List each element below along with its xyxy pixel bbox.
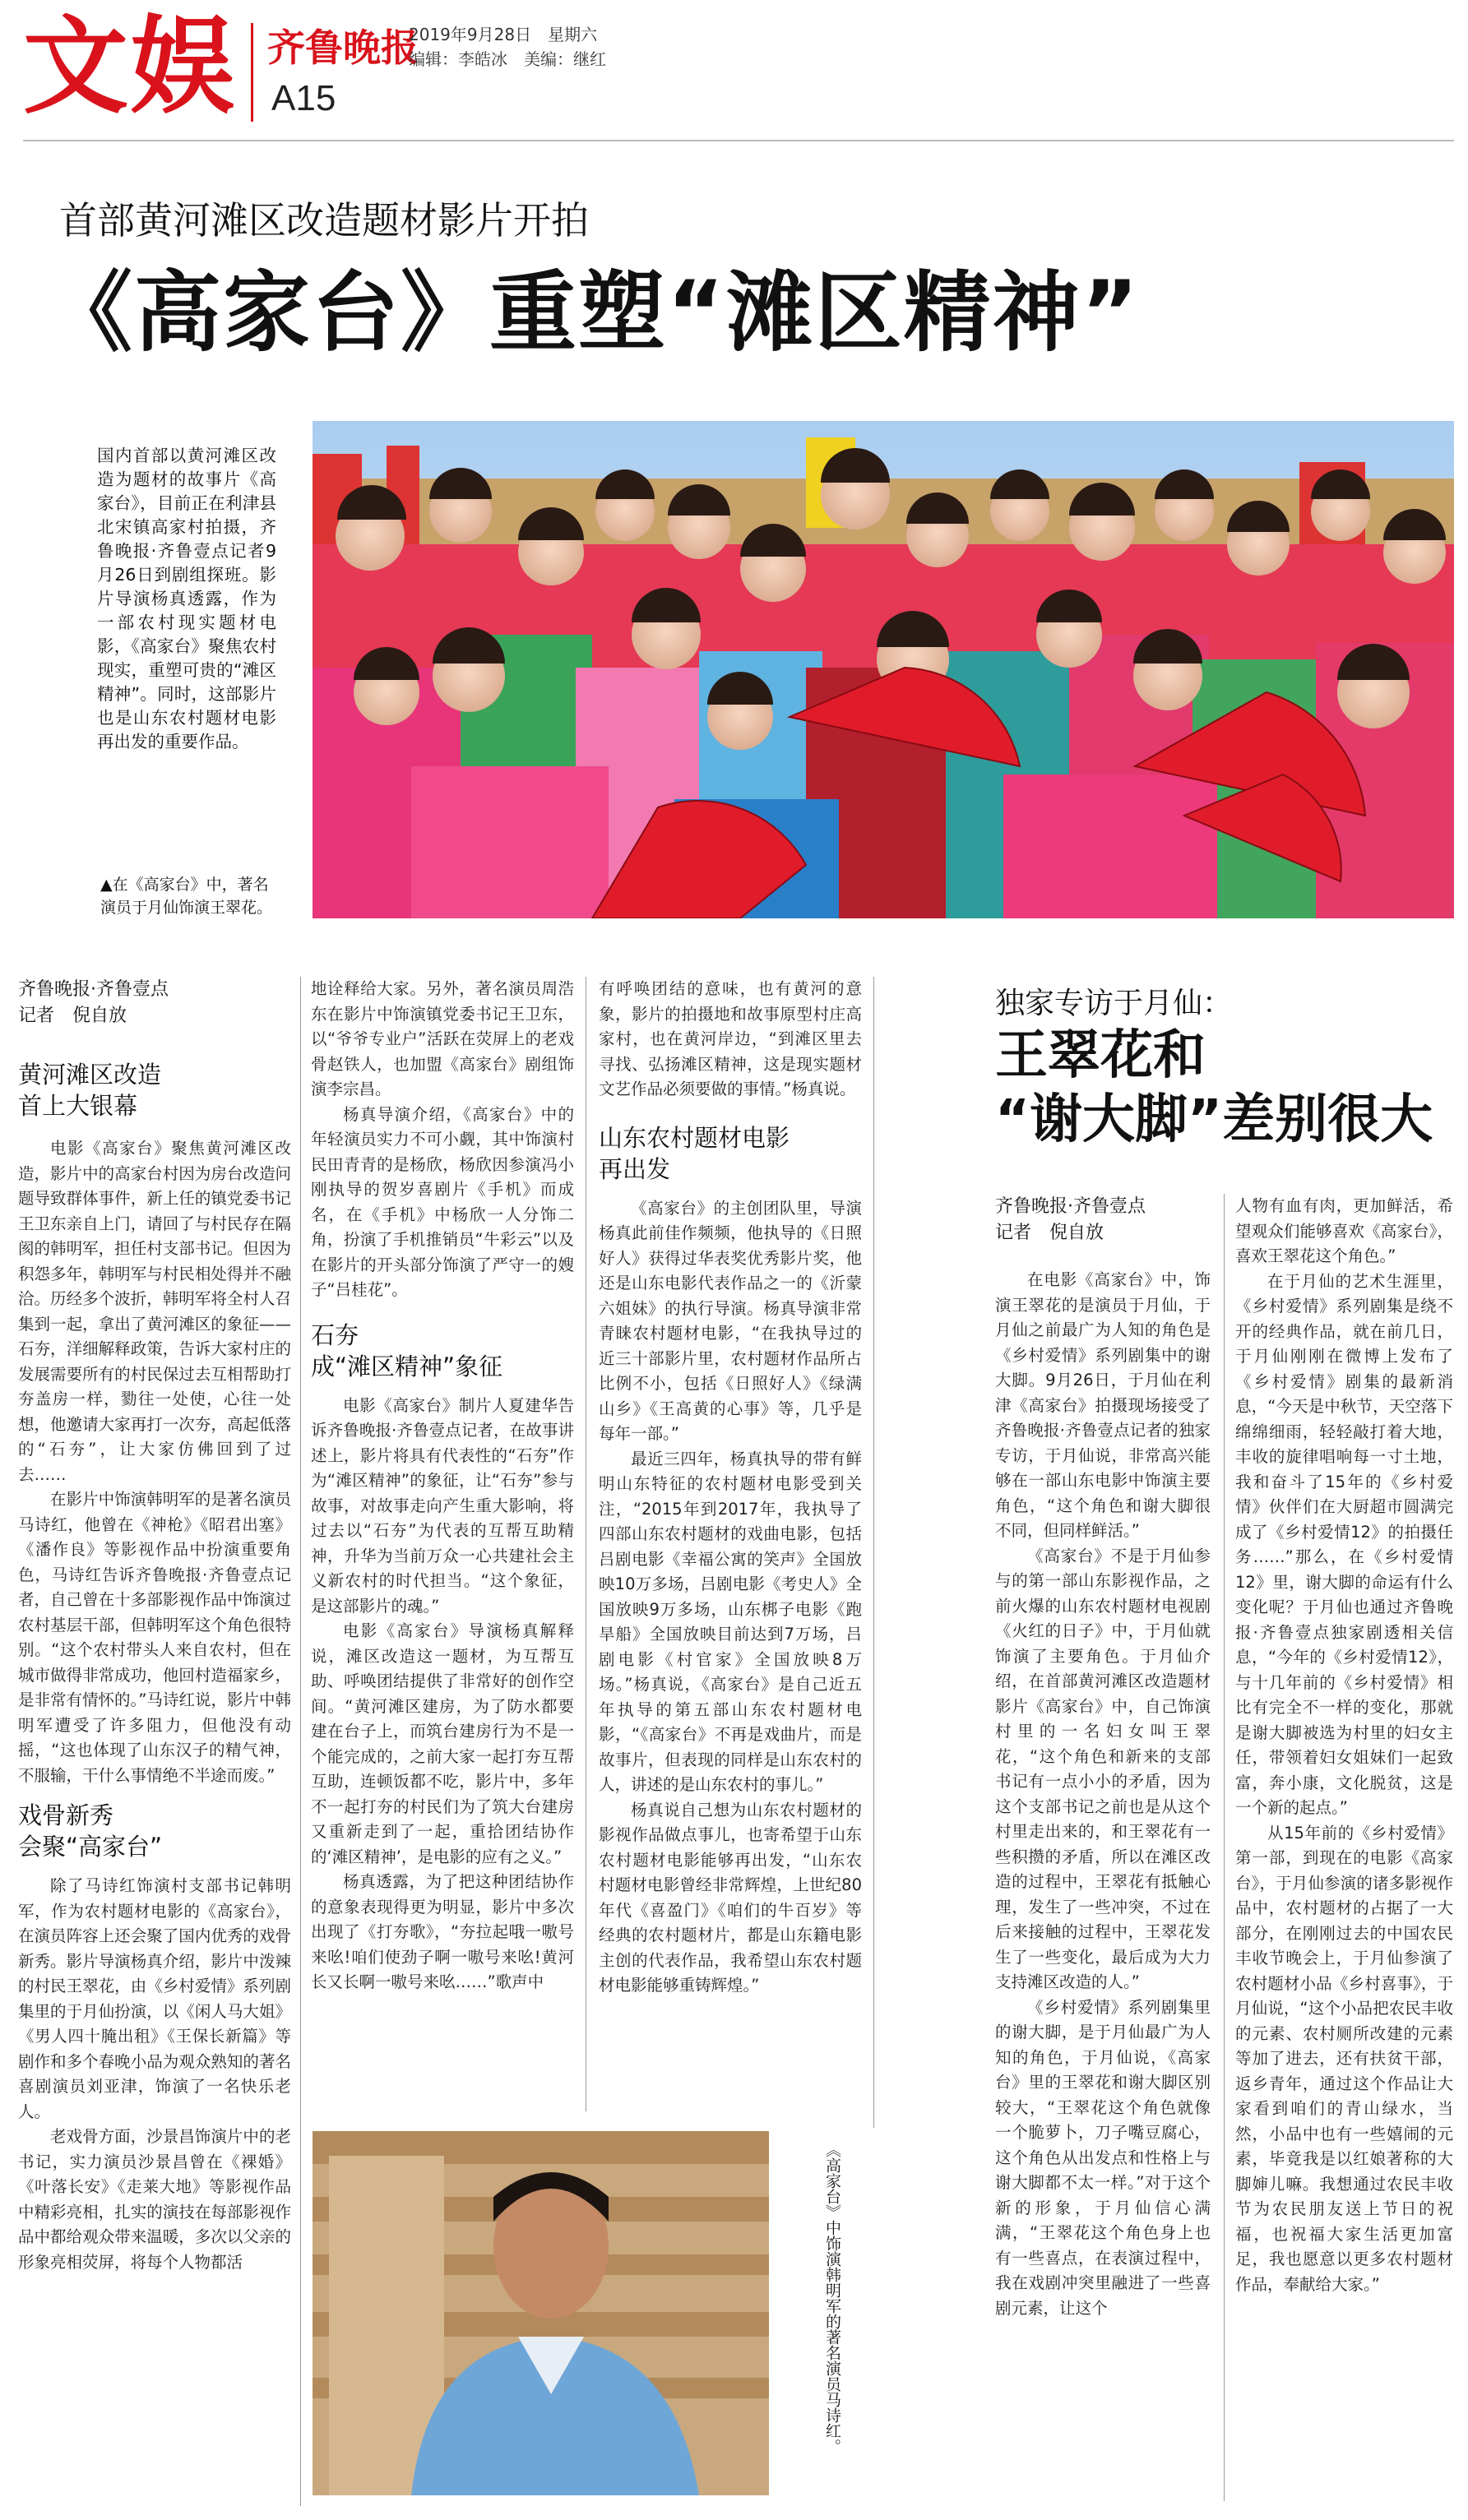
paragraph: 《高家台》不是于月仙参与的第一部山东影视作品，之前火爆的山东农村题材电视剧《火红的日子》中，于月仙就饰演了主要角色。于月仙介绍，在首部黄河滩区改造题材影片《高家台》中，自己饰演村里的一名妇女叫王翠花，“这个角色和新来的支部书记有一点小小的矛盾，因为这个支部书记之前也是从这个村里走出来的，和王翠花有一些积攒的矛盾，所以在滩区改造的过程中，王翠花有抵触心理，发生了一些冲突，不过在后来接触的过程中，王翠花发生了一些变化，最后成为大力支持滩区改造的人。” — [995, 1546, 1211, 1991]
subhead-3: 石夯 成“滩区精神”象征 — [311, 1320, 503, 1380]
paragraph: 电影《高家台》聚焦黄河滩区改造，影片中的高家台村因为房台改造问题导致群体事件，新上任的镇党委书记王卫东亲自上门，请回了与村民存在隔阂的韩明军，担任村支部书记。但因为积怨多年，韩明军与村民相处得并不融洽。历经多个波折，韩明军将全村人召集到一起，拿出了黄河滩区的象征——石夯，洋细解释政策，告诉大家村庄的发展需要所有的村民保过去互相帮助打夯盖房一样，勠往一处使，心往一处想，他邀请大家再打一次夯，高起低落的“石夯”，让大家仿佛回到了过去…… — [18, 1139, 291, 1484]
masthead-rule — [23, 140, 1454, 141]
column-4 — [995, 1194, 1211, 2321]
page-number: A15 — [271, 78, 336, 118]
paragraph: 老戏骨方面，沙景昌饰演片中的老书记，实力演员沙景昌曾在《裸婚》《叶落长安》《走莱大地》等影视作品中精彩亮相，扎实的演技在每部影视作品中都给观众带来温暖，多次以父亲的形象亮相荧屏，将每个人物都活 — [18, 2127, 291, 2272]
side-article-pretitle: 独家专访于月仙： — [995, 987, 1233, 1020]
paragraph: 除了马诗红饰演村支部书记韩明军，作为农村题材电影的《高家台》，在演员阵容上还会聚了国内优秀的戏骨新秀。影片导演杨真介绍，影片中泼辣的村民王翠花，由《乡村爱情》系列剧集里的于月仙扮演，以《闲人马大姐》《男人四十腌出租》《王保长新篇》等剧作和多个春晚小品为观众熟知的著名喜剧演员刘亚津，饰演了一名快乐老人。 — [18, 1876, 291, 2121]
column-2 — [311, 977, 574, 1995]
article-lead: 国内首部以黄河滩区改造为题材的故事片《高家台》，目前正在利津县北宋镇高家村拍摄，齐鲁晚报·齐鲁壹点记者9月26日到剧组探班。影片导演杨真透露，作为一部农村现实题材电影，《高家台》聚焦农村现实，重塑可贵的“滩区精神”。同时，这部影片也是山东农村题材电影再出发的重要作品。 — [97, 446, 276, 751]
actor-photo-caption: 《高家台》中饰演韩明军的著名演员马诗红。 — [823, 2142, 841, 2454]
paragraph: 人物有血有肉，更加鲜活，希望观众们能够喜欢《高家台》，喜欢王翠花这个角色。” — [1235, 1196, 1453, 1265]
masthead-divider — [251, 23, 253, 122]
side-byline-outlet: 齐鲁晚报·齐鲁壹点 — [995, 1196, 1146, 1217]
column-2-body-2 — [311, 1394, 574, 1995]
column-1 — [18, 977, 291, 2275]
column-divider — [873, 977, 874, 2128]
byline-reporter: 记者 倪自放 — [18, 1006, 127, 1026]
column-5-body — [1235, 1194, 1453, 2297]
column-1-body — [18, 1136, 291, 1788]
paragraph: 电影《高家台》导演杨真解释说，滩区改造这一题材，为互帮互助、呼唤团结提供了非常好的创作空间。“黄河滩区建房，为了防水都要建在台子上，而筑台建房行为不是一个能完成的，之前大家一起打夯互帮互助，连顿饭都不吃，影片中，多年不一起打夯的村民们为了筑大台建房又重新走到了一起，重拾团结协作的‘滩区精神’，是电影的应有之义。” — [311, 1621, 574, 1866]
side-byline-reporter: 记者 倪自放 — [995, 1223, 1104, 1243]
subhead-4: 山东农村题材电影 再出发 — [599, 1123, 790, 1183]
masthead-meta — [409, 22, 606, 72]
paragraph: 在影片中饰演韩明军的是著名演员马诗红，他曾在《神枪》《昭君出塞》《潘作良》等影视作品中扮演重要角色，马诗红告诉齐鲁晚报·齐鲁壹点记者，自己曾在十多部影视作品中饰演过农村基层干部，但韩明军这个角色很特别。“这个农村带头人来自农村，但在城市做得非常成功，他回村造福家乡，是非常有情怀的。”马诗红说，影片中韩明军遭受了许多阻力，但他没有动摇，“这也体现了山东汉子的精气神，不服输，干什么事情绝不半途而废。” — [18, 1490, 291, 1785]
subhead-1: 黄河滩区改造 首上大银幕 — [18, 1061, 162, 1120]
editors-line: 编辑：李皓冰 美编：继红 — [409, 49, 606, 69]
column-2-body — [311, 977, 574, 1303]
paragraph: 从15年前的《乡村爱情》第一部，到现在的电影《高家台》，于月仙参演的诸多影视作品中，农村题材的占据了一大部分，在刚刚过去的中国农民丰收节晚会上，于月仙参演了农村题材小品《乡村喜事》，于月仙说，“这个小品把农民丰收的元素、农村厕所改建的元素等加了进去，还有扶贫干部，返乡青年，通过这个作品让大家看到咱们的青山绿水，当然，小品中也有一些嬉闹的元素，毕竟我是以红娘著称的大脚婶儿嘛。我想通过农民丰收节为农民朋友送上节日的祝福，也祝福大家生活更加富足，我也愿意以更多农村题材作品，奉献给大家。” — [1235, 1823, 1453, 2294]
paragraph: 地诠释给大家。另外，著名演员周浩东在影片中饰演镇党委书记王卫东，以“爷爷专业户”活跃在荧屏上的老戏骨赵铁人，也加盟《高家台》剧组饰演李宗昌。 — [311, 979, 574, 1098]
column-4-body — [995, 1268, 1211, 2321]
paragraph: 杨真透露，为了把这种团结协作的意象表现得更为明显，影片中多次出现了《打夯歌》，“夯拉起哦一嗷号来吆!咱们使劲子啊一嗷号来吆!黄河长又长啊一嗷号来吆……”歌声中 — [311, 1872, 574, 1991]
column-divider — [300, 977, 301, 2506]
newspaper-logo: 齐鲁晚报 — [267, 25, 419, 70]
issue-date: 2019年9月28日 星期六 — [409, 25, 598, 44]
main-photo-illustration — [313, 421, 1454, 918]
column-3-body — [599, 977, 862, 1103]
paragraph: 在于月仙的艺术生涯里，《乡村爱情》系列剧集是绕不开的经典作品，就在前几日，于月仙刚刚在微博上发布了《乡村爱情》剧集的最新消息，“今天是中秋节，天空落下绵绵细雨，轻轻敲打着大地，丰收的旋律唱响每一寸土地，我和奋斗了15年的《乡村爱情》伙伴们在大厨超市圆满完成了《乡村爱情12》的拍摄任务……”那么，在《乡村爱情12》里，谢大脚的命运有什么变化呢？于月仙也通过齐鲁晚报·齐鲁壹点独家剧透相关信息，“今年的《乡村爱情12》，与十几年前的《乡村爱情》相比有完全不一样的变化，那就是谢大脚被选为村里的妇女主任，带领着妇女姐妹们一起致富，奔小康，文化脱贫，这是一个新的起点。” — [1235, 1271, 1453, 1817]
paragraph: 在电影《高家台》中，饰演王翠花的是演员于月仙，于月仙之前最广为人知的角色是《乡村爱情》系列剧集中的谢大脚。9月26日，于月仙在利津《高家台》拍摄现场接受了齐鲁晚报·齐鲁壹点记者的独家专访，于月仙说，非常高兴能够在一部山东电影中饰演主要角色，“这个角色和谢大脚很不同，但同样鲜活。” — [995, 1270, 1211, 1540]
paragraph: 杨真说自己想为山东农村题材的影视作品做点事儿，也寄希望于山东农村题材电影能够再出发，“山东农村题材电影曾经非常辉煌，上世纪80年代《喜盈门》《咱们的牛百岁》等经典的农村题材片，都是山东籍电影主创的代表作品，我希望山东农村题材电影能够重铸辉煌。” — [599, 1800, 862, 1995]
paragraph: 有呼唤团结的意味，也有黄河的意象，影片的拍摄地和故事原型村庄高家村，也在黄河岸边，“到滩区里去寻找、弘扬滩区精神，这是现实题材文艺作品必须要做的事情。”杨真说。 — [599, 979, 862, 1098]
actor-photo — [313, 2131, 769, 2495]
column-1-body-2 — [18, 1874, 291, 2275]
paragraph: 杨真导演介绍，《高家台》中的年轻演员实力不可小觑，其中饰演村民田青青的是杨欣，杨欣因参演冯小刚执导的贺岁喜剧片《手机》而成名，在《手机》中杨欣一人分饰二角，扮演了手机推销员“牛彩云”以及在影片的开头部分饰演了严守一的嫂子“吕桂花”。 — [311, 1104, 574, 1299]
side-article-headline-line2: “谢大脚”差别很大 — [995, 1089, 1433, 1150]
main-photo — [313, 421, 1454, 918]
paragraph: 最近三四年，杨真执导的带有鲜明山东特征的农村题材电影受到关注，“2015年到2017年，我执导了四部山东农村题材的戏曲电影，包括吕剧电影《幸福公寓的笑声》全国放映10万多场，吕剧电影《考史人》全国放映9万多场，山东梆子电影《跑旱船》全国放映目前达到7万场，吕剧电影《村官家》全国放映8万场。”杨真说，《高家台》是自己近五年执导的第五部山东农村题材电影，“《高家台》不再是戏曲片，而是故事片，但表现的同样是山东农村的人，讲述的是山东农村的事儿。” — [599, 1449, 862, 1794]
column-5 — [1235, 1194, 1453, 2297]
article-headline: 《高家台》重塑“滩区精神” — [45, 262, 1141, 363]
paragraph: 《乡村爱情》系列剧集里的谢大脚，是于月仙最广为人知的角色，于月仙说，《高家台》里的王翠花和谢大脚区别较大，“王翠花这个角色就像一个脆萝卜，刀子嘴豆腐心，这个角色从出发点和性格上与谢大脚都不太一样。”对于这个新的形象，于月仙信心满满，“王翠花这个角色身上也有一些喜点，在表演过程中，我在戏剧冲突里融进了一些喜剧元素，让这个 — [995, 1997, 1211, 2318]
column-divider — [1224, 1194, 1225, 2501]
column-3 — [599, 977, 862, 1999]
paragraph: 电影《高家台》制片人夏建华告诉齐鲁晚报·齐鲁壹点记者，在故事讲述上，影片将具有代表性的“石夯”作为“滩区精神”的象征，让“石夯”参与故事，对故事走向产生重大影响，将过去以“石夯”为代表的互帮互助精神，升华为当前万众一心共建社会主义新农村的时代担当。“这个象征，是这部影片的魂。” — [311, 1395, 574, 1616]
side-article-headline-line1: 王翠花和 — [995, 1025, 1206, 1086]
section-title: 文娱 — [23, 6, 238, 128]
paragraph: 《高家台》的主创团队里，导演杨真此前佳作频频，他执导的《日照好人》获得过华表奖优秀影片奖，他还是山东电影代表作品之一的《沂蒙六姐妹》的执行导演。杨真导演非常青睐农村题材电影，“在我执导过的近三十部影片里，农村题材作品所占比例不小，包括《日照好人》《绿满山乡》《王高黄的心事》等，几乎是每年一部。” — [599, 1198, 862, 1443]
subhead-2: 戏骨新秀 会聚“高家台” — [18, 1801, 163, 1861]
column-3-body-2 — [599, 1196, 862, 1999]
photo-caption: ▲在《高家台》中，著名演员于月仙饰演王翠花。 — [100, 876, 273, 917]
byline-outlet: 齐鲁晚报·齐鲁壹点 — [18, 979, 169, 1000]
article-pretitle: 首部黄河滩区改造题材影片开拍 — [59, 198, 589, 243]
actor-photo-illustration — [313, 2131, 769, 2495]
